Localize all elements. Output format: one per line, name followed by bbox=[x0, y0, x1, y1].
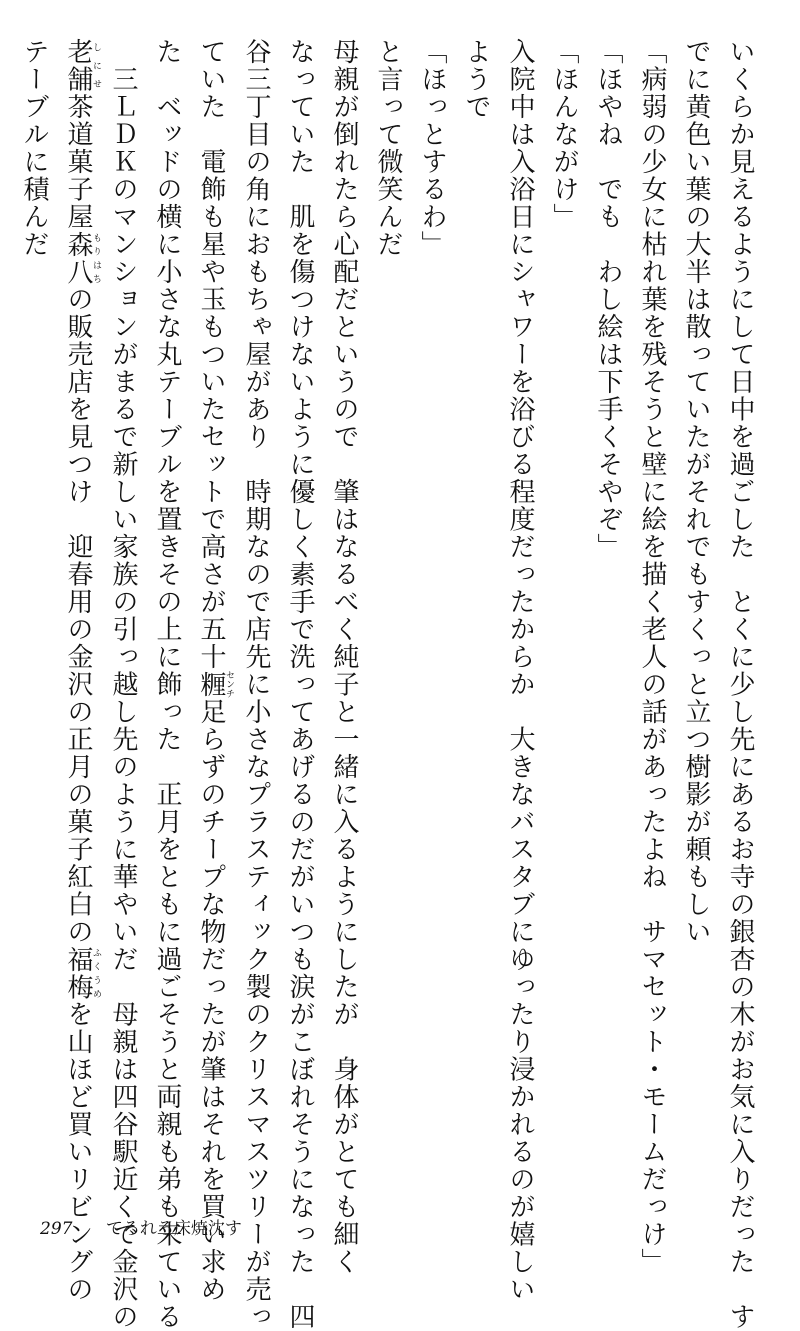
text-segment: テーブルに積んだ bbox=[19, 38, 49, 258]
text-line bbox=[718, 38, 762, 1331]
text-line bbox=[189, 38, 234, 1303]
text-line bbox=[586, 38, 630, 1188]
ruby-base: 福梅 bbox=[63, 945, 93, 1001]
text-line bbox=[234, 38, 278, 1331]
text-segment: ていた 電飾も星や玉もついたセットで高さが五十 bbox=[196, 38, 226, 671]
text-segment: いくらか見えるようにして日中を過ごした とくに少し先にあるお寺の銀杏の木がお気に入りだった す bbox=[725, 38, 755, 1331]
ruby-base: 森八 bbox=[63, 230, 93, 286]
ruby-reading: もりはち bbox=[91, 230, 101, 286]
text-line bbox=[454, 38, 498, 1188]
text-segment: 「病弱の少女に枯れ葉を残そうと壁に絵を描く老人の話があったよね サマセット・モームだっけ」 bbox=[637, 38, 667, 1276]
text-segment: 母親が倒れたら心配だというので 肇はなるべく純子と一緒に入るようにしたが 身体がとても細く bbox=[329, 38, 359, 1276]
text-segment: なっていた 肌を傷つけないように優しく素手で洗ってあげるのだがいつも涙がこぼれそうになった 四 bbox=[285, 38, 315, 1331]
text-line bbox=[498, 38, 542, 1303]
page-number: 297 bbox=[40, 1219, 73, 1239]
ruby-base: 糎 bbox=[196, 670, 226, 698]
text-line bbox=[674, 38, 718, 1188]
text-line bbox=[630, 38, 674, 1276]
text-segment: の販売店を見つけ 迎春用の金沢の正月の菓子紅白の bbox=[63, 285, 93, 946]
text-segment: 「ほんながけ」 bbox=[549, 38, 579, 231]
text-line bbox=[145, 38, 189, 1331]
ruby-reading: ふくうめ bbox=[91, 945, 101, 1001]
ruby-reading: センチ bbox=[224, 670, 234, 698]
ruby-annotated-word bbox=[63, 945, 101, 1001]
text-line bbox=[278, 38, 322, 1331]
ruby-base: 老舗 bbox=[63, 38, 93, 93]
ruby-annotated-word bbox=[63, 38, 101, 93]
text-line bbox=[322, 38, 366, 1276]
page-footer bbox=[40, 1214, 242, 1239]
text-segment: 「ほやね でも わし絵は下手くそやぞ」 bbox=[593, 38, 623, 561]
text-segment: 谷三丁目の角におもちゃ屋があり 時期なので店先に小さなプラスティック製のクリスマスツリーが売っ bbox=[241, 38, 271, 1331]
text-segment: 「ほっとするわ」 bbox=[417, 38, 447, 258]
text-line bbox=[366, 38, 410, 1188]
text-line bbox=[101, 38, 145, 1331]
text-segment: でに黄色い葉の大半は散っていたがそれでもすくっと立つ樹影が頼もしい bbox=[681, 38, 711, 946]
text-segment: ようで bbox=[461, 38, 491, 121]
text-line bbox=[542, 38, 586, 1188]
text-segment: た ベッドの横に小さな丸テーブルを置きその上に飾った 正月をともに過ごそうと両親も弟も来ている bbox=[152, 38, 182, 1331]
ruby-annotated-word bbox=[196, 670, 234, 699]
text-segment: と言って微笑んだ bbox=[373, 38, 403, 258]
ruby-reading: しにせ bbox=[91, 38, 101, 93]
text-segment: 三ＬＤＫのマンションがまるで新しい家族の引っ越し先のように華やいだ 母親は四谷駅近くで金沢の bbox=[108, 38, 138, 1331]
text-line bbox=[12, 38, 56, 1188]
text-segment: 足らずのチープな物だったが肇はそれを買い求め bbox=[196, 698, 226, 1303]
running-title: てろれろ床焼沈す bbox=[105, 1219, 242, 1239]
text-segment: を山ほど買いリビングの bbox=[63, 1000, 93, 1303]
text-segment: 入院中は入浴日にシャワーを浴びる程度だったからか 大きなバスタブにゆったり浸かれるのが嬉しい bbox=[505, 38, 535, 1303]
text-segment: 茶道菓子屋 bbox=[63, 93, 93, 231]
ruby-annotated-word bbox=[63, 230, 101, 286]
text-line bbox=[410, 38, 454, 1188]
